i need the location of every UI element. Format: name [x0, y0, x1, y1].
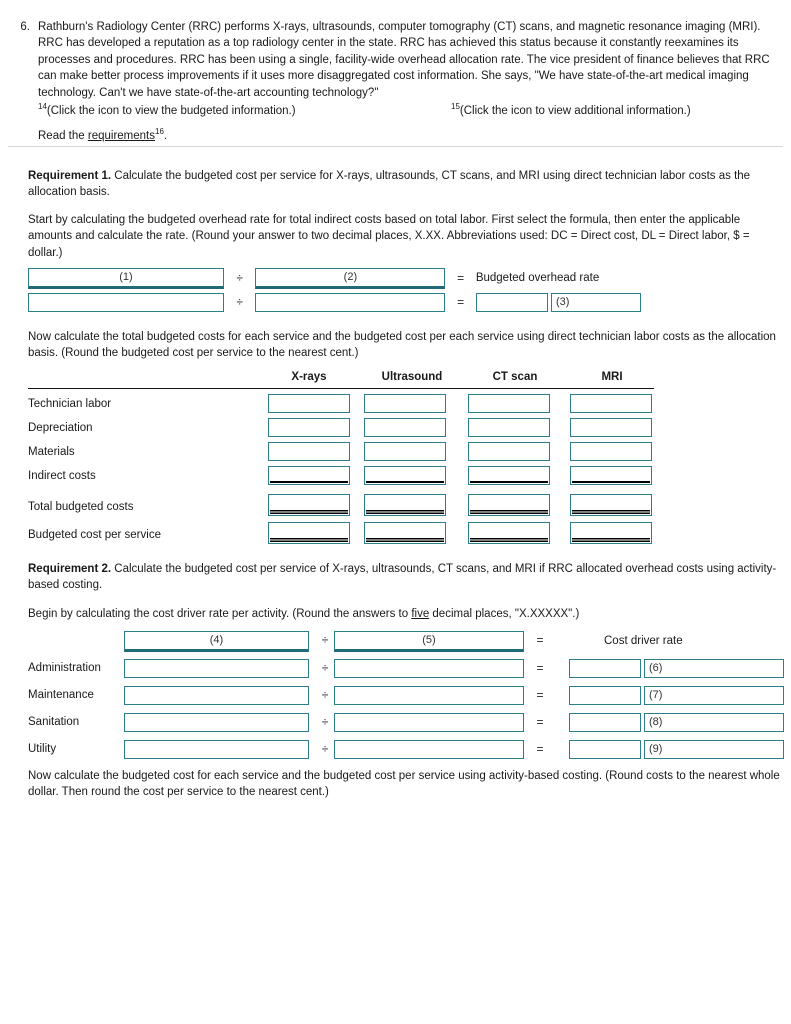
- budgeted-overhead-rate-label: Budgeted overhead rate: [475, 272, 600, 284]
- column-header-x-rays: X-rays: [291, 371, 327, 383]
- maintenance-numerator-input[interactable]: [124, 686, 309, 705]
- footnote-marker-15: 15: [451, 102, 460, 112]
- cost-driver-denominator-select[interactable]: (5): [334, 631, 524, 652]
- table-row: [28, 418, 658, 442]
- service-table-header-row: [28, 370, 658, 387]
- numerator-amount-input[interactable]: [28, 293, 224, 312]
- requirement-2-heading: [28, 561, 784, 594]
- row-label-maintenance: Maintenance: [28, 689, 94, 701]
- cell-budgeted-cost-per-service-mri[interactable]: [570, 522, 652, 544]
- cell-materials-ct-scan[interactable]: [468, 442, 550, 461]
- cell-indirect-costs-x-rays[interactable]: [268, 466, 350, 485]
- requirement-2-closing-instruction: Now calculate the budgeted cost for each service and the budgeted cost per service using activity-based costing. (Round costs to the nearest whole dollar. Then round the cost per service to the nearest cent.): [28, 770, 780, 799]
- cost-driver-numerator-select[interactable]: (4): [124, 631, 309, 652]
- administration-rate-unit-select[interactable]: (6): [644, 659, 784, 678]
- equals-symbol-utility: =: [536, 742, 544, 756]
- table-row: [28, 494, 658, 518]
- icon-note-row: [38, 103, 783, 119]
- row-label-materials: Materials: [28, 446, 75, 458]
- divide-symbol-2: ÷: [236, 295, 243, 309]
- divide-symbol-1: ÷: [236, 271, 243, 285]
- service-table-rule: [28, 388, 654, 389]
- sanitation-numerator-input[interactable]: [124, 713, 309, 732]
- utility-rate-unit-select[interactable]: (9): [644, 740, 784, 759]
- read-suffix: .: [163, 130, 168, 143]
- requirements-link[interactable]: requirements: [87, 130, 155, 143]
- column-header-ultrasound: Ultrasound: [381, 371, 443, 383]
- row-label-utility: Utility: [28, 743, 57, 755]
- budgeted-info-note[interactable]: [38, 103, 296, 119]
- divide-symbol-sanitation: ÷: [321, 715, 329, 729]
- denominator-amount-input[interactable]: [255, 293, 445, 312]
- problem-number: 6.: [20, 21, 30, 33]
- column-header-mri: MRI: [601, 371, 623, 383]
- table-row: [28, 442, 658, 466]
- requirement-1-table-instruction: Now calculate the total budgeted costs for each service and the budgeted cost per each service using direct technician labor costs as the allocation basis. (Round the budgeted cost per service to the nearest cent.): [28, 331, 776, 360]
- utility-rate-input[interactable]: [569, 740, 641, 759]
- cell-depreciation-ct-scan[interactable]: [468, 418, 550, 437]
- cost-driver-rate-label: Cost driver rate: [604, 635, 683, 647]
- utility-numerator-input[interactable]: [124, 740, 309, 759]
- footnote-marker-16: 16: [155, 127, 164, 137]
- requirement-2-instruction-emphasis: five: [411, 608, 430, 620]
- cell-technician-labor-ct-scan[interactable]: [468, 394, 550, 413]
- equals-symbol-maintenance: =: [536, 688, 544, 702]
- cell-technician-labor-ultrasound[interactable]: [364, 394, 446, 413]
- table-row: [28, 522, 658, 546]
- problem-stem: [0, 19, 791, 144]
- administration-rate-input[interactable]: [569, 659, 641, 678]
- table-row: [28, 466, 658, 490]
- row-label-sanitation: Sanitation: [28, 716, 80, 728]
- row-label-technician-labor: Technician labor: [28, 398, 112, 410]
- cell-total-budgeted-costs-ultrasound[interactable]: [364, 494, 446, 516]
- row-label-total-budgeted-costs: Total budgeted costs: [28, 501, 134, 513]
- requirement-2-instruction-pre: Begin by calculating the cost driver rate per activity. (Round the answers to: [28, 608, 412, 620]
- equals-symbol-header: =: [536, 633, 544, 647]
- sanitation-rate-input[interactable]: [569, 713, 641, 732]
- overhead-rate-unit-select[interactable]: (3): [551, 293, 641, 312]
- read-requirements-line: [38, 128, 783, 144]
- formula-numerator-select[interactable]: (1): [28, 268, 224, 289]
- cell-total-budgeted-costs-mri[interactable]: [570, 494, 652, 516]
- section-divider: [8, 146, 783, 147]
- cell-total-budgeted-costs-ct-scan[interactable]: [468, 494, 550, 516]
- cell-budgeted-cost-per-service-ct-scan[interactable]: [468, 522, 550, 544]
- cell-indirect-costs-ct-scan[interactable]: [468, 466, 550, 485]
- row-label-indirect-costs: Indirect costs: [28, 470, 96, 482]
- maintenance-rate-unit-select[interactable]: (7): [644, 686, 784, 705]
- overhead-formula-value-row: [28, 293, 668, 316]
- row-label-depreciation: Depreciation: [28, 422, 93, 434]
- cost-driver-header-row: [28, 631, 768, 656]
- maintenance-denominator-input[interactable]: [334, 686, 524, 705]
- administration-denominator-input[interactable]: [334, 659, 524, 678]
- overhead-formula-select-row: [28, 268, 668, 291]
- requirement-1-heading: [28, 168, 784, 201]
- cost-driver-row: [28, 737, 768, 762]
- row-label-budgeted-cost-per-service: Budgeted cost per service: [28, 529, 161, 541]
- requirement-1-label: Requirement 1.: [28, 170, 112, 182]
- problem-body: [38, 19, 791, 144]
- cell-materials-mri[interactable]: [570, 442, 652, 461]
- cell-technician-labor-x-rays[interactable]: [268, 394, 350, 413]
- cost-driver-row: [28, 683, 768, 708]
- table-row: [28, 394, 658, 418]
- divide-symbol-maintenance: ÷: [321, 688, 329, 702]
- footnote-marker-14: 14: [38, 102, 47, 112]
- sanitation-denominator-input[interactable]: [334, 713, 524, 732]
- cell-indirect-costs-mri[interactable]: [570, 466, 652, 485]
- budgeted-info-note-text: (Click the icon to view the budgeted information.): [46, 105, 296, 118]
- cell-materials-ultrasound[interactable]: [364, 442, 446, 461]
- cell-total-budgeted-costs-x-rays[interactable]: [268, 494, 350, 516]
- cell-technician-labor-mri[interactable]: [570, 394, 652, 413]
- divide-symbol-utility: ÷: [321, 742, 329, 756]
- requirement-1-instruction: Start by calculating the budgeted overhead rate for total indirect costs based on total labor. First select the formula, then enter the applicable amounts and calculate the rate. (Round your answer to two decimal places, X.XX. Abbreviations used: DC = Direct cost, DL = Direct labor, $ = dollar.): [28, 214, 750, 259]
- cost-driver-row: [28, 656, 768, 681]
- additional-info-note-text: (Click the icon to view additional information.): [459, 105, 691, 118]
- equals-symbol-2: =: [457, 295, 465, 309]
- formula-denominator-select[interactable]: (2): [255, 268, 445, 289]
- service-cost-table: [28, 370, 658, 387]
- requirement-1-text: Calculate the budgeted cost per service for X-rays, ultrasounds, CT scans, and MRI using direct technician labor costs as the allocation basis.: [28, 170, 751, 199]
- read-prefix: Read the: [38, 130, 88, 143]
- equals-symbol-administration: =: [536, 661, 544, 675]
- cell-budgeted-cost-per-service-ultrasound[interactable]: [364, 522, 446, 544]
- equals-symbol-1: =: [457, 271, 465, 285]
- requirement-2-instruction: [28, 606, 784, 622]
- requirement-2-instruction-post: decimal places, "X.XXXXX".): [429, 608, 580, 620]
- overhead-rate-input[interactable]: [476, 293, 548, 312]
- cell-depreciation-x-rays[interactable]: [268, 418, 350, 437]
- sanitation-rate-unit-select[interactable]: (8): [644, 713, 784, 732]
- cell-budgeted-cost-per-service-x-rays[interactable]: [268, 522, 350, 544]
- equals-symbol-sanitation: =: [536, 715, 544, 729]
- cell-indirect-costs-ultrasound[interactable]: [364, 466, 446, 485]
- requirement-2-label: Requirement 2.: [28, 563, 112, 575]
- divide-symbol-header: ÷: [321, 633, 329, 647]
- row-label-administration: Administration: [28, 662, 101, 674]
- maintenance-rate-input[interactable]: [569, 686, 641, 705]
- requirement-2-text: Calculate the budgeted cost per service of X-rays, ultrasounds, CT scans, and MRI if RRC allocated overhead costs using activity-based costing.: [28, 563, 777, 592]
- cell-depreciation-mri[interactable]: [570, 418, 652, 437]
- cell-materials-x-rays[interactable]: [268, 442, 350, 461]
- problem-paragraph: Rathburn's Radiology Center (RRC) performs X-rays, ultrasounds, computer tomography (CT) scans, and magnetic resonance imaging (MRI). RRC has developed a reputation as a top radiology center in the state. RRC has achieved this status because it constantly reexamines its processes and procedures. RRC has been using a single, facility-wide overhead allocation rate. The vice president of finance believes that RRC can make better process improvements if it uses more disaggregated cost information. She says, "We have state-of-the-art medical imaging technology. Can't we have state-of-the-art accounting technology?": [38, 21, 770, 99]
- divide-symbol-administration: ÷: [321, 661, 329, 675]
- utility-denominator-input[interactable]: [334, 740, 524, 759]
- additional-info-note[interactable]: [451, 103, 691, 119]
- cost-driver-row: [28, 710, 768, 735]
- cell-depreciation-ultrasound[interactable]: [364, 418, 446, 437]
- administration-numerator-input[interactable]: [124, 659, 309, 678]
- column-header-ct-scan: CT scan: [492, 371, 538, 383]
